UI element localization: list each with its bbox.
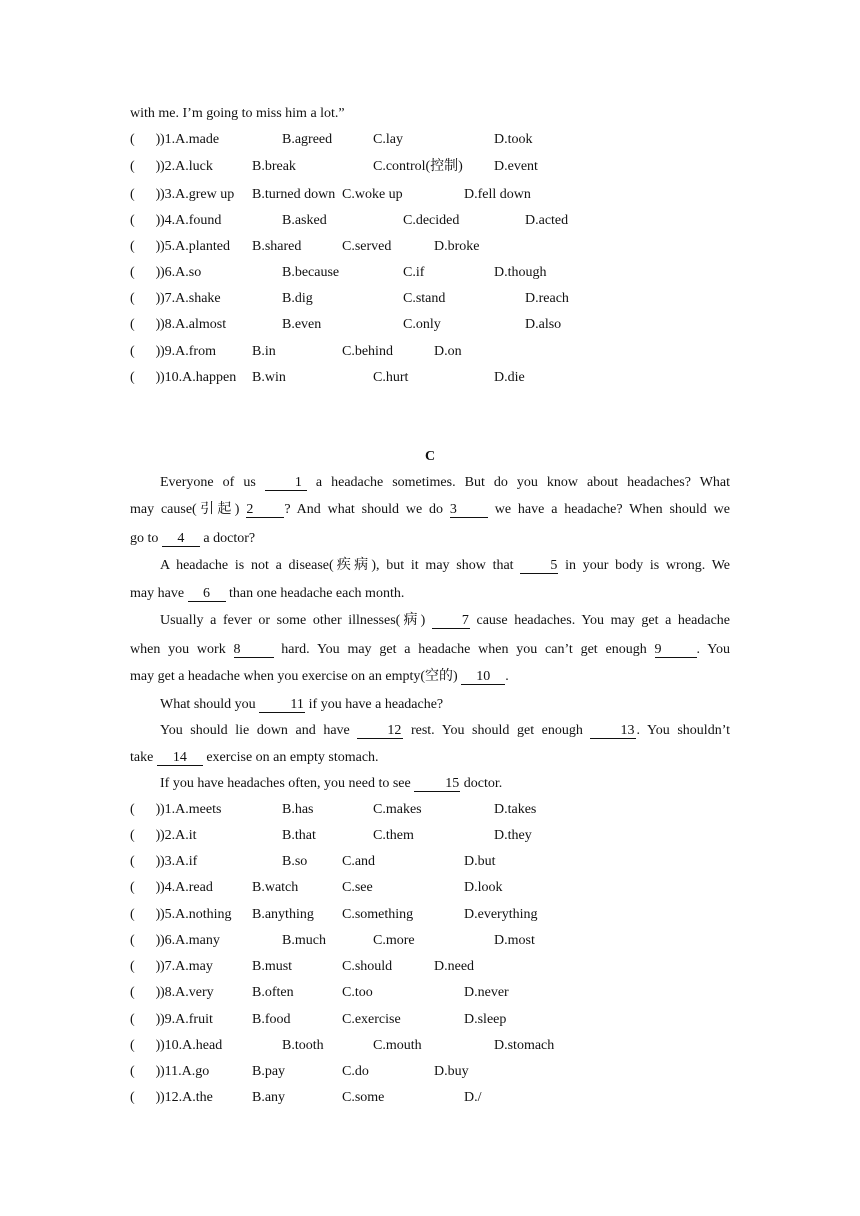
option-a: )2.A.it <box>160 828 197 843</box>
blank: 9 <box>655 642 697 658</box>
option-a: )6.A.many <box>160 933 220 948</box>
option-b: B.that <box>282 828 316 843</box>
option-b: B.shared <box>252 239 302 254</box>
answer-paren: ( ) <box>130 239 161 254</box>
passage-line: You should lie down and have 12 rest. You should get enough 13 . You shouldn’t <box>160 723 730 738</box>
answer-paren: ( ) <box>130 880 161 895</box>
option-a: )4.A.read <box>160 880 213 895</box>
option-d: D.fell down <box>464 187 531 202</box>
answer-paren: ( ) <box>130 1064 161 1079</box>
option-d: D.though <box>494 265 547 280</box>
option-d: D./ <box>464 1090 482 1105</box>
option-b: B.has <box>282 802 314 817</box>
blank: 4 <box>162 531 200 547</box>
option-c: C.and <box>342 854 376 869</box>
passage-line: may have 6 than one headache each month. <box>130 586 405 601</box>
option-b: B.dig <box>282 291 313 306</box>
passage-b-last-line: with me. I’m going to miss him a lot.” <box>130 106 345 121</box>
passage-line: may cause(引起) 2 ? And what should we do 3 we have a headache? When should we <box>130 502 730 517</box>
question-row <box>0 1063 860 1081</box>
answer-paren: ( ) <box>130 370 161 385</box>
option-a: )8.A.very <box>160 985 214 1000</box>
blank: 14 <box>157 750 203 766</box>
option-a: )1.A.made <box>160 132 220 147</box>
option-a: )9.A.fruit <box>160 1012 213 1027</box>
passage-line: Usually a fever or some other illnesses(病) 7 cause headaches. You may get a headache <box>160 613 730 628</box>
option-d: D.broke <box>434 239 480 254</box>
passage-line: If you have headaches often, you need to see 15 doctor. <box>160 776 503 791</box>
question-row <box>0 801 860 819</box>
option-b: B.asked <box>282 213 327 228</box>
blank: 3 <box>450 502 488 518</box>
option-a: )6.A.so <box>160 265 202 280</box>
option-b: B.tooth <box>282 1038 324 1053</box>
option-c: C.them <box>373 828 414 843</box>
question-row <box>0 212 860 230</box>
option-d: D.takes <box>494 802 537 817</box>
question-row <box>0 1089 860 1107</box>
question-row <box>0 879 860 897</box>
answer-paren: ( ) <box>130 907 161 922</box>
option-c: C.served <box>342 239 392 254</box>
option-a: )9.A.from <box>160 344 216 359</box>
blank: 13 <box>590 723 636 739</box>
answer-paren: ( ) <box>130 1090 161 1105</box>
option-a: )12.A.the <box>160 1090 213 1105</box>
section-heading: C <box>424 449 436 464</box>
blank: 12 <box>357 723 403 739</box>
option-d: D.acted <box>525 213 569 228</box>
question-row <box>0 131 860 149</box>
option-b: B.much <box>282 933 326 948</box>
option-d: D.die <box>494 370 525 385</box>
option-d: D.look <box>464 880 503 895</box>
option-a: )8.A.almost <box>160 317 227 332</box>
answer-paren: ( ) <box>130 213 161 228</box>
option-d: D.stomach <box>494 1038 555 1053</box>
option-b: B.break <box>252 159 296 174</box>
question-row <box>0 186 860 204</box>
question-row <box>0 958 860 976</box>
option-a: )11.A.go <box>160 1064 210 1079</box>
answer-paren: ( ) <box>130 265 161 280</box>
option-b: B.anything <box>252 907 314 922</box>
passage-line: when you work 8 hard. You may get a headache when you can’t get enough 9 . You <box>130 642 730 657</box>
option-d: D.but <box>464 854 496 869</box>
option-a: )3.A.if <box>160 854 198 869</box>
option-d: D.on <box>434 344 462 359</box>
option-b: B.often <box>252 985 294 1000</box>
option-a: )7.A.may <box>160 959 213 974</box>
option-c: C.if <box>403 265 425 280</box>
question-row <box>0 1037 860 1055</box>
passage-line: go to 4 a doctor? <box>130 531 256 546</box>
question-row <box>0 264 860 282</box>
answer-paren: ( ) <box>130 344 161 359</box>
passage-line: A headache is not a disease(疾病), but it may show that 5 in your body is wrong. We <box>160 558 731 573</box>
answer-paren: ( ) <box>130 317 161 332</box>
option-c: C.do <box>342 1064 369 1079</box>
option-c: C.exercise <box>342 1012 401 1027</box>
passage-line: may get a headache when you exercise on an empty(空的) 10 . <box>130 669 509 684</box>
answer-paren: ( ) <box>130 1012 161 1027</box>
answer-paren: ( ) <box>130 828 161 843</box>
option-d: D.need <box>434 959 475 974</box>
blank: 11 <box>259 697 305 713</box>
option-b: B.must <box>252 959 293 974</box>
option-d: D.reach <box>525 291 569 306</box>
option-d: D.event <box>494 159 538 174</box>
option-a: )1.A.meets <box>160 802 222 817</box>
blank: 8 <box>234 642 274 658</box>
option-b: B.agreed <box>282 132 333 147</box>
answer-paren: ( ) <box>130 802 161 817</box>
option-d: D.everything <box>464 907 538 922</box>
option-b: B.win <box>252 370 286 385</box>
option-a: )10.A.happen <box>160 370 237 385</box>
question-row <box>0 238 860 256</box>
answer-paren: ( ) <box>130 959 161 974</box>
option-d: D.they <box>494 828 532 843</box>
blank: 5 <box>520 558 558 574</box>
option-c: C.decided <box>403 213 460 228</box>
option-c: C.makes <box>373 802 422 817</box>
option-a: )10.A.head <box>160 1038 223 1053</box>
option-b: B.pay <box>252 1064 286 1079</box>
answer-paren: ( ) <box>130 933 161 948</box>
answer-paren: ( ) <box>130 985 161 1000</box>
question-row <box>0 316 860 334</box>
option-b: B.because <box>282 265 340 280</box>
option-b: B.food <box>252 1012 291 1027</box>
answer-paren: ( ) <box>130 1038 161 1053</box>
answer-paren: ( ) <box>130 854 161 869</box>
option-c: C.mouth <box>373 1038 422 1053</box>
option-c: C.control(控制) <box>373 159 463 174</box>
question-row <box>0 984 860 1002</box>
question-row <box>0 369 860 387</box>
option-c: C.only <box>403 317 441 332</box>
passage-line: What should you 11 if you have a headache? <box>160 697 444 712</box>
question-row <box>0 343 860 361</box>
option-c: C.should <box>342 959 393 974</box>
option-d: D.also <box>525 317 562 332</box>
option-d: D.buy <box>434 1064 469 1079</box>
answer-paren: ( ) <box>130 132 161 147</box>
option-c: C.too <box>342 985 373 1000</box>
option-b: B.watch <box>252 880 299 895</box>
blank: 7 <box>432 613 470 629</box>
answer-paren: ( ) <box>130 291 161 306</box>
blank: 6 <box>188 586 226 602</box>
option-d: D.never <box>464 985 509 1000</box>
question-row <box>0 932 860 950</box>
option-b: B.so <box>282 854 308 869</box>
option-c: C.lay <box>373 132 403 147</box>
answer-paren: ( ) <box>130 187 161 202</box>
option-c: C.hurt <box>373 370 409 385</box>
question-row <box>0 290 860 308</box>
option-a: )3.A.grew up <box>160 187 235 202</box>
question-row <box>0 158 860 176</box>
option-b: B.any <box>252 1090 286 1105</box>
option-a: )2.A.luck <box>160 159 213 174</box>
option-c: C.woke up <box>342 187 403 202</box>
option-c: C.behind <box>342 344 393 359</box>
passage-line: Everyone of us 1 a headache sometimes. But do you know about headaches? What <box>160 475 731 490</box>
option-b: B.even <box>282 317 322 332</box>
option-b: B.in <box>252 344 276 359</box>
passage-line: take 14 exercise on an empty stomach. <box>130 750 379 765</box>
option-b: B.turned down <box>252 187 336 202</box>
option-d: D.took <box>494 132 533 147</box>
blank: 1 <box>265 475 307 491</box>
option-c: C.stand <box>403 291 446 306</box>
option-a: )4.A.found <box>160 213 222 228</box>
blank: 10 <box>461 669 505 685</box>
question-row <box>0 1011 860 1029</box>
blank: 15 <box>414 776 460 792</box>
answer-paren: ( ) <box>130 159 161 174</box>
question-row <box>0 853 860 871</box>
option-a: )5.A.planted <box>160 239 230 254</box>
question-row <box>0 906 860 924</box>
option-c: C.see <box>342 880 373 895</box>
option-d: D.most <box>494 933 535 948</box>
option-a: )7.A.shake <box>160 291 221 306</box>
option-c: C.something <box>342 907 414 922</box>
option-d: D.sleep <box>464 1012 507 1027</box>
blank: 2 <box>246 502 284 518</box>
option-c: C.more <box>373 933 415 948</box>
option-a: )5.A.nothing <box>160 907 232 922</box>
option-c: C.some <box>342 1090 385 1105</box>
question-row <box>0 827 860 845</box>
